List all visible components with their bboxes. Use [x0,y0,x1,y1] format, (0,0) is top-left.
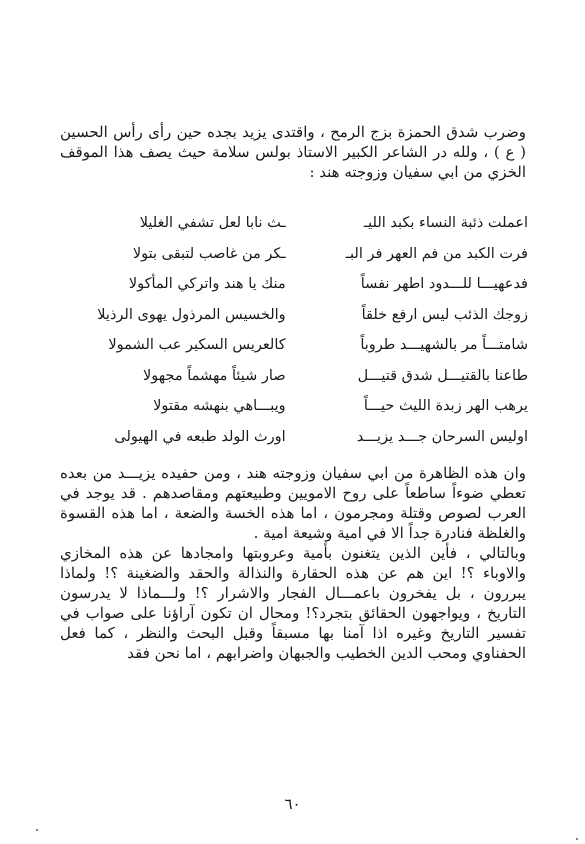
poem-verse [62,269,528,300]
verse-first-hemistich: فرت الكبد من فم العهر فر البـ [345,245,528,262]
poem-verse [62,330,528,361]
poem-verse [62,239,528,270]
verse-second-hemistich: ويبـــاهي بنهشه مقتولا [153,398,286,414]
poem-verse [62,208,528,239]
verse-first-hemistich: يرهب الهر زبدة الليث حيـــاً [363,398,528,414]
verse-first-hemistich: زوجك الذئب ليس ارفع خلقاً [361,306,528,323]
verse-second-hemistich: كالعريس السكير عب الشمولا [108,337,286,353]
poem-verse [62,361,528,392]
poem-verse [62,422,528,453]
verse-second-hemistich: منك يا هند واتركي المأكولا [128,276,286,292]
verse-first-hemistich: شامتـــاً مر بالشهيـــد طروباً [360,337,528,353]
poem [62,208,528,452]
poem-verse [62,300,528,331]
verse-second-hemistich: ـث نابا لعل تشفي الغليلا [139,215,286,231]
paragraph: وان هذه الظاهرة من ابي سفيان وزوجته هند ، ومن حفيده يزيـــد من بعده تعطي ضوءاً ساطعاً على روح الامويين وطبيعتهم ومقاصدهم . قد يوجد في العرب لصوص وقتلة ومجرمون ، اما هذه الخسة والضعة ، اما هذه القسوة والغلظة فنادرة جداً الا في امية وشيعة امية . [60,464,526,542]
poem-verse [62,391,528,422]
scan-speck [36,829,38,831]
intro-text [60,122,526,182]
page-number: ٦٠ [284,795,301,813]
verse-second-hemistich: صار شيئاً مهشماً مجهولا [143,367,286,384]
paragraph: وبالتالي ، فأين الذين يتغنون بأمية وعروبتها وامجادها عن هذه المخازي والاوباء ؟! اين هم عن هذه الحقارة والنذالة والحقد والضغينة ؟! ولماذا يبررون ، بل يفخرون باعمـــال الفجار والاشرار ؟! ولـــماذا لا يدرسون التاريخ ، ويواجهون الحقائق بتجرد؟! ومحال ان تكون آراؤنا على صواب في تفسير التاريخ وغيره اذا آمنا بها مسبقاً وقبل البحث والنظر ، كما فعل الحفناوي ومحب الدين الخطيب والجبهان واضرابهم ، اما نحن فقد [60,544,526,662]
verse-first-hemistich: اعملت ذئبة النساء بكبد الليـ [363,215,528,231]
scan-speck [576,838,578,840]
body-text [60,463,526,663]
verse-second-hemistich: والخسيس المرذول يهوى الرذيلا [97,306,286,323]
verse-second-hemistich: ـكر من غاصب لتبقى بتولا [132,245,286,262]
verse-first-hemistich: اوليس السرحان جـــد يزيـــد [356,428,528,445]
verse-second-hemistich: اورث الولد طبعه في الهيولى [114,428,286,445]
paragraph: وضرب شدق الحمزة بزج الرمح ، واقتدى يزيد بجده حين رأى رأس الحسين ( ع ) ، ولله در الشاعر الكبير الاستاذ بولس سلامة حيث يصف هذا الموقف الخزي من ابي سفيان وزوجته هند : [60,123,526,181]
verse-first-hemistich: فدعهيـــا للـــدود اطهر نفساً [360,276,528,292]
verse-first-hemistich: طاعنا بالقتيـــل شدق قتيـــل [357,367,528,384]
